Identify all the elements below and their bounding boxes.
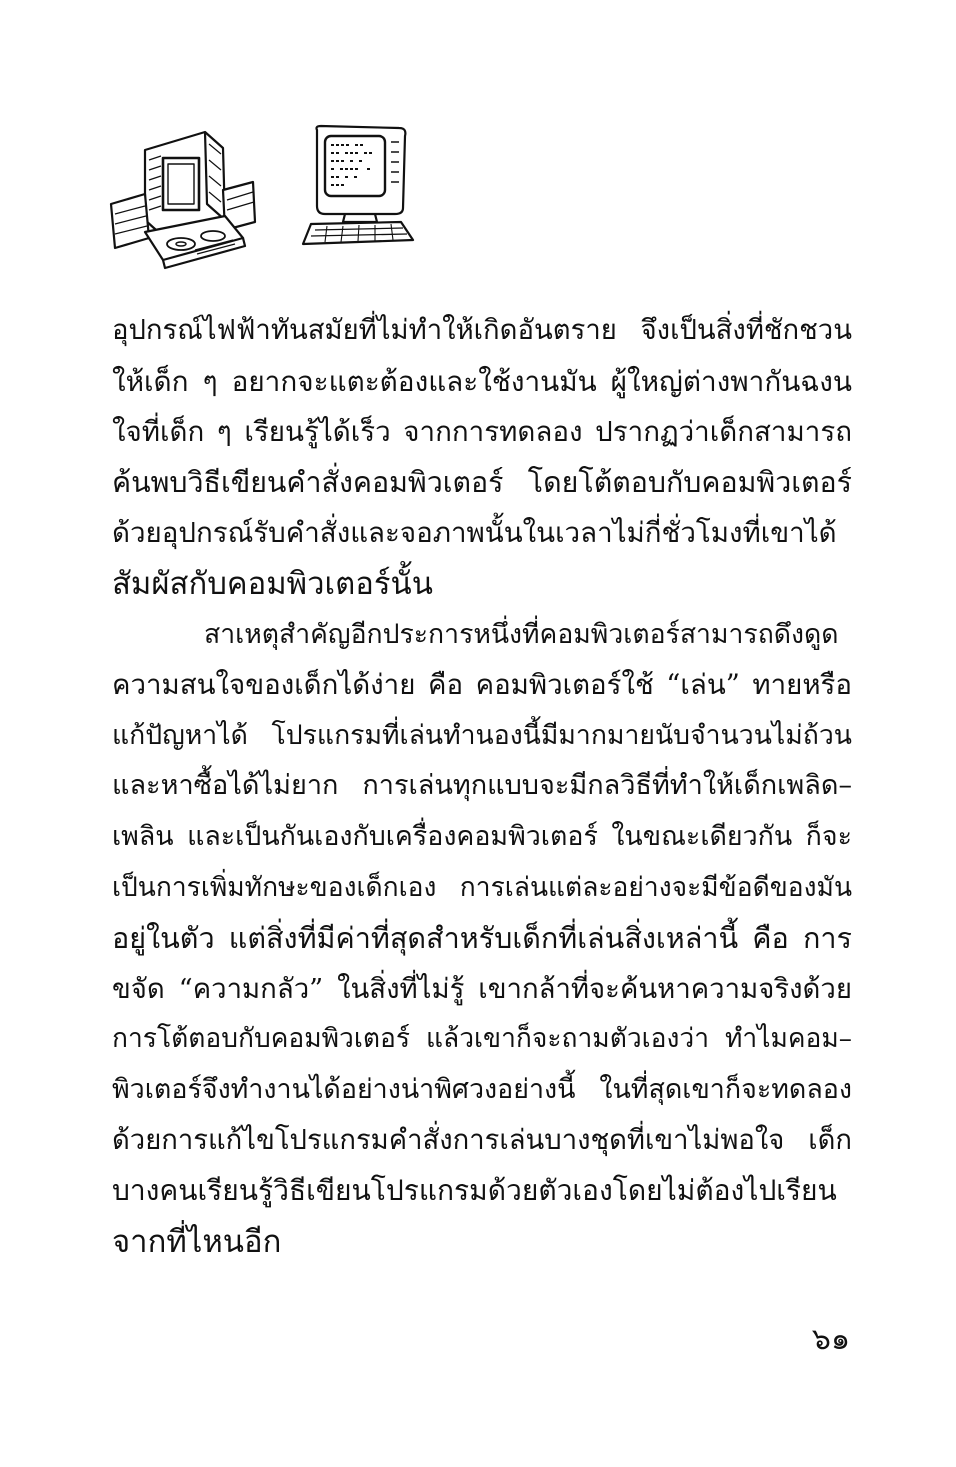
- illustrations: [105, 120, 435, 280]
- paragraph-1: [112, 306, 852, 610]
- computer-terminal-illustration: [303, 126, 413, 244]
- text-line: และหาซื้อได้ไม่ยาก การเล่นทุกแบบจะมีกลวิธีที่ทำให้เด็กเพลิด–: [112, 770, 852, 802]
- page-number: ๖๑: [811, 1322, 850, 1357]
- text-line: อุปกรณ์ไฟฟ้าทันสมัยที่ไม่ทำให้เกิดอันตราย จึงเป็นสิ่งที่ชักชวน: [112, 315, 852, 346]
- text-line: ค้นพบวิธีเขียนคำสั่งคอมพิวเตอร์ โดยโต้ตอบกับคอมพิวเตอร์: [112, 465, 852, 499]
- text-line: สาเหตุสำคัญอีกประการหนึ่งที่คอมพิวเตอร์สามารถดึงดูด: [204, 618, 839, 650]
- text-line: อยู่ในตัว แต่สิ่งที่มีค่าที่สุดสำหรับเด็กที่เล่นสิ่งเหล่านี้ คือ การ: [112, 921, 852, 956]
- text-line: ความสนใจของเด็กได้ง่าย คือ คอมพิวเตอร์ใช้ “เล่น” ทายหรือ: [112, 668, 852, 702]
- text-line: ด้วยการแก้ไขโปรแกรมคำสั่งการเล่นบางชุดที่เขาไม่พอใจ เด็ก: [112, 1124, 852, 1156]
- desktop-computer-illustration: [111, 132, 255, 268]
- text-line: จากที่ไหนอีก: [112, 1223, 282, 1260]
- body-text: [112, 306, 852, 1267]
- computer-illustrations: [105, 120, 435, 280]
- text-line: บางคนเรียนรู้วิธีเขียนโปรแกรมด้วยตัวเองโดยไม่ต้องไปเรียน: [112, 1174, 837, 1208]
- text-line: ด้วยอุปกรณ์รับคำสั่งและจอภาพนั้นในเวลาไม่กี่ชั่วโมงที่เขาได้: [112, 516, 837, 550]
- paragraph-2: [112, 610, 852, 1268]
- text-line: แก้ปัญหาได้ โปรแกรมที่เล่นทำนองนี้มีมากมายนับจำนวนไม่ถ้วน: [112, 719, 852, 751]
- text-line: เพลิน และเป็นกันเองกับเครื่องคอมพิวเตอร์ ในขณะเดียวกัน ก็จะ: [112, 820, 852, 852]
- text-line: เป็นการเพิ่มทักษะของเด็กเอง การเล่นแต่ละอย่างจะมีข้อดีของมัน: [112, 871, 852, 903]
- text-line: สัมผัสกับคอมพิวเตอร์นั้น: [112, 565, 433, 602]
- text-line: ขจัด “ความกลัว” ในสิ่งที่ไม่รู้ เขากล้าที่จะค้นหาความจริงด้วย: [112, 972, 852, 1005]
- text-line: ให้เด็ก ๆ อยากจะแตะต้องและใช้งานมัน ผู้ใหญ่ต่างพากันฉงน: [112, 364, 852, 398]
- text-line: การโต้ตอบกับคอมพิวเตอร์ แล้วเขาก็จะถามตัวเองว่า ทำไมคอม–: [112, 1023, 852, 1055]
- text-line: ใจที่เด็ก ๆ เรียนรู้ได้เร็ว จากการทดลอง ปรากฏว่าเด็กสามารถ: [112, 415, 852, 449]
- text-line: พิวเตอร์จึงทำงานได้อย่างน่าพิศวงอย่างนี้ ในที่สุดเขาก็จะทดลอง: [112, 1073, 852, 1105]
